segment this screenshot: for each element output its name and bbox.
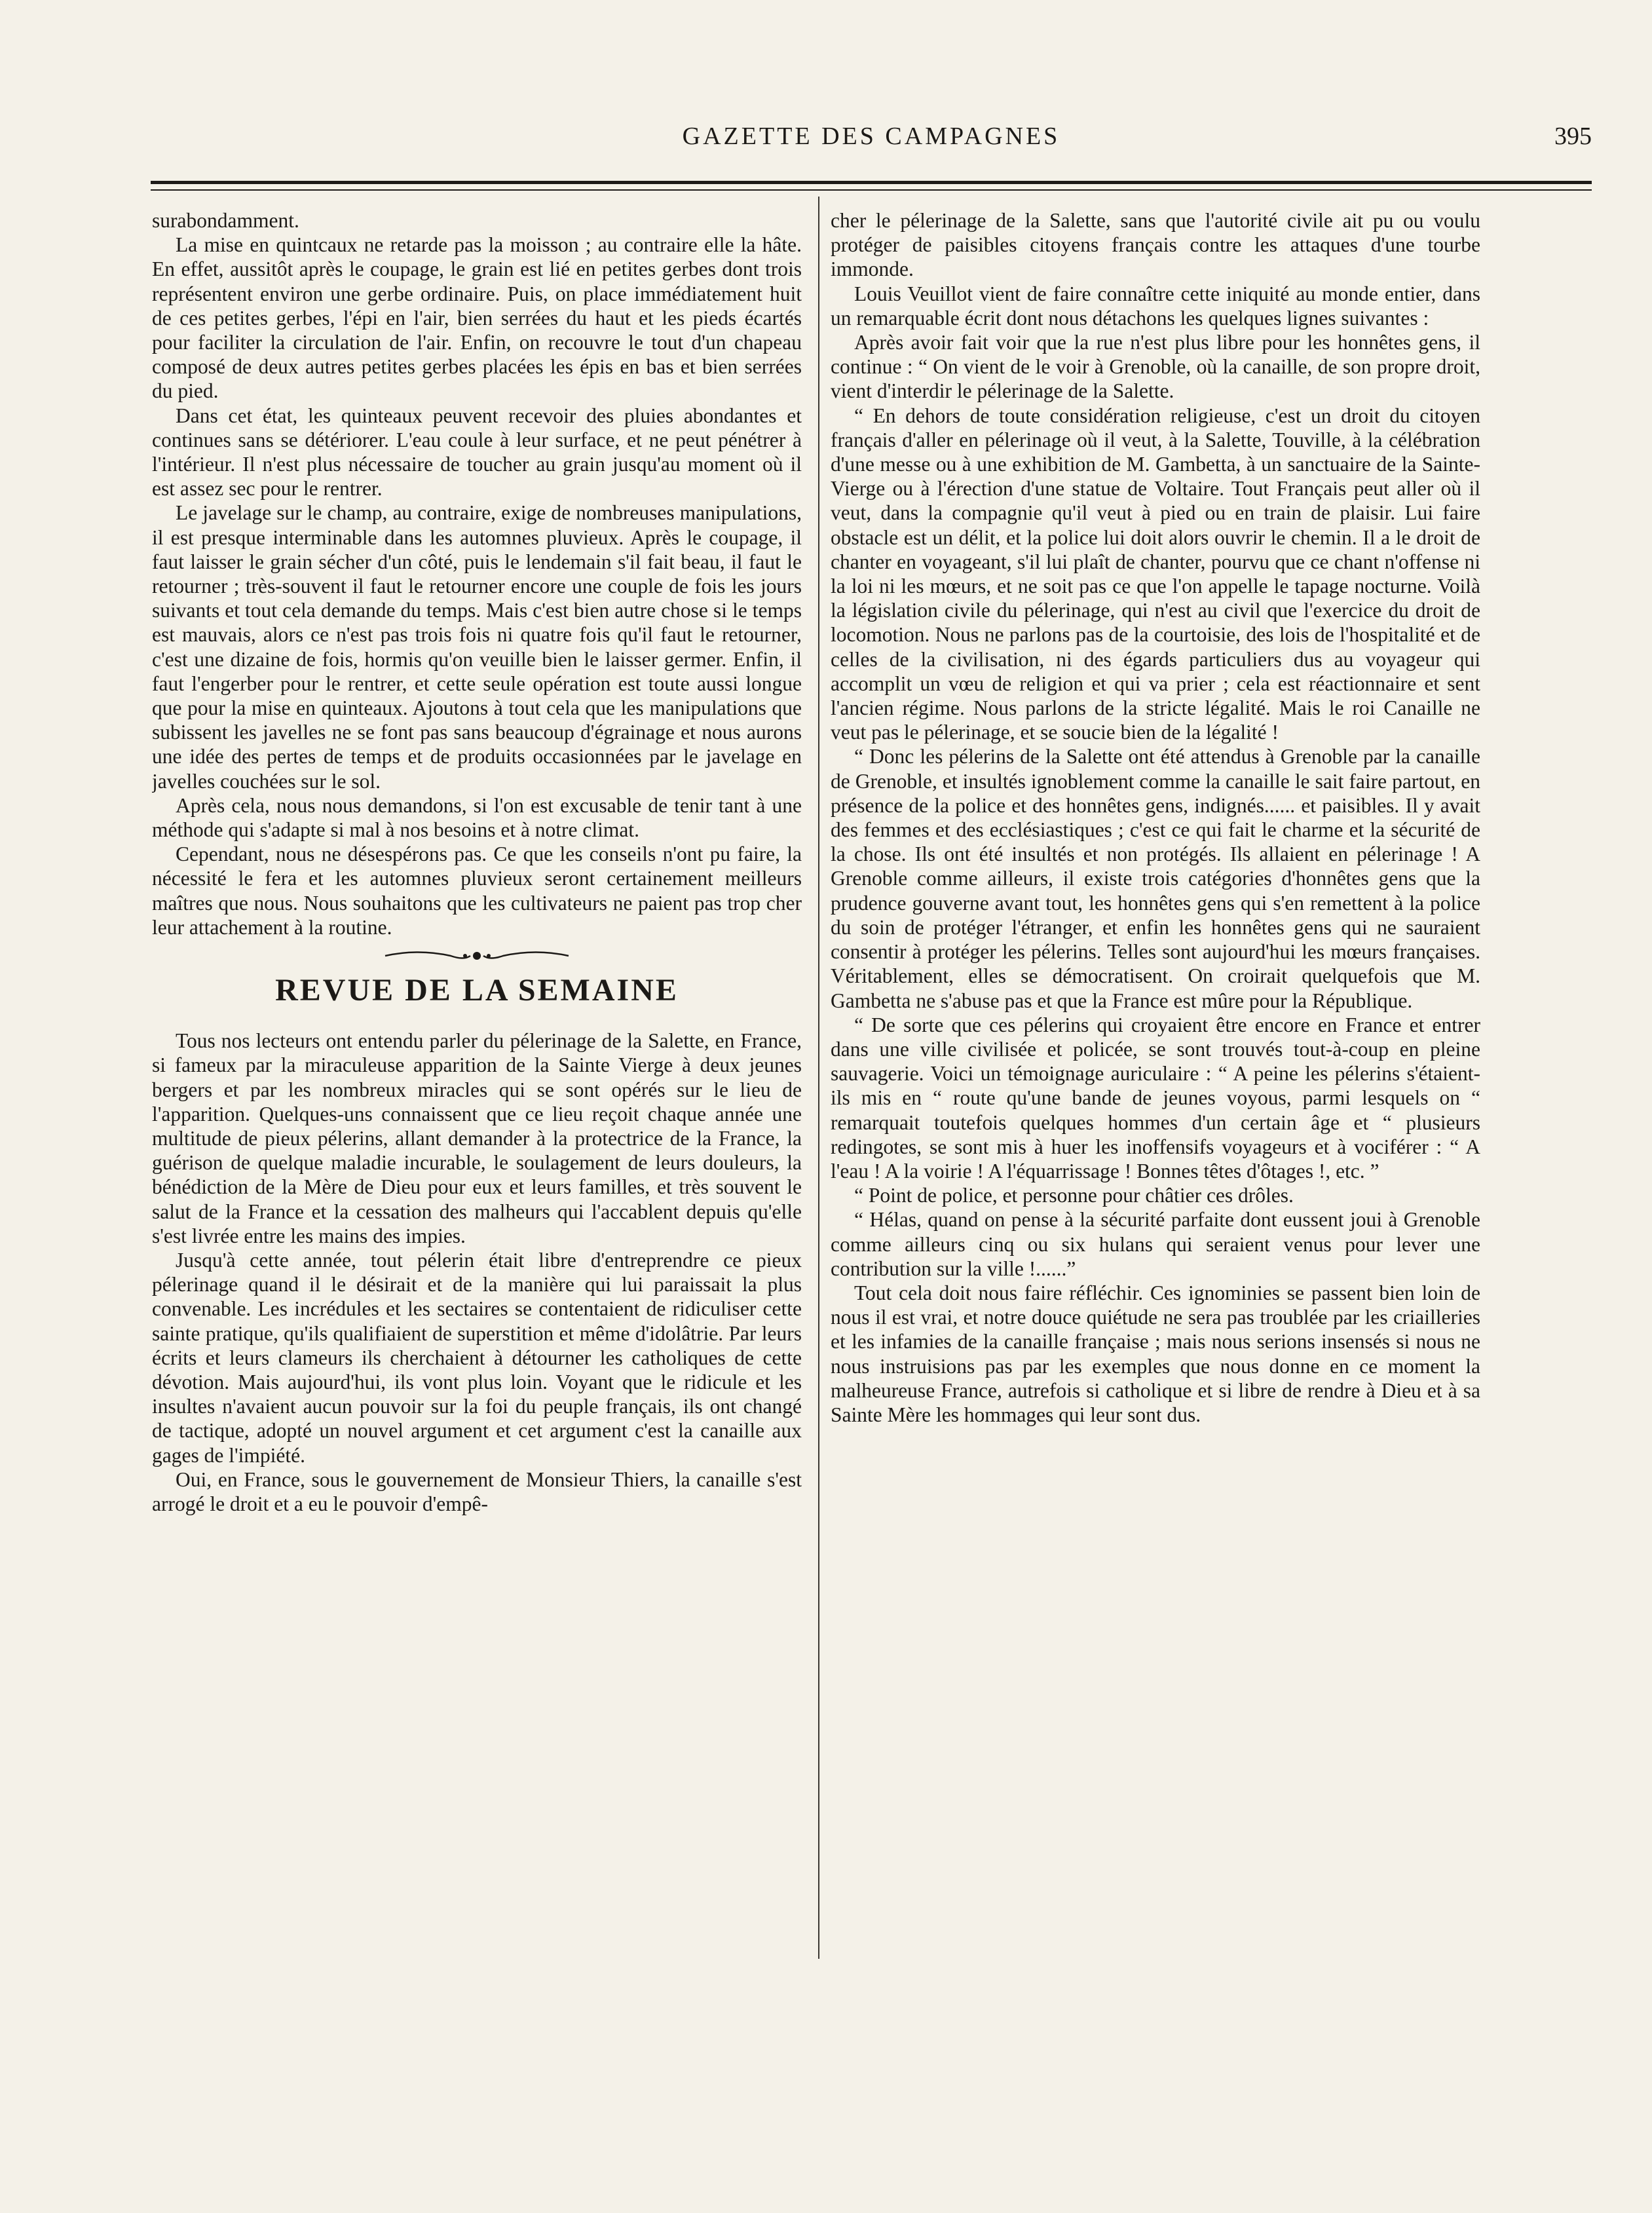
- paragraph: Après avoir fait voir que la rue n'est plus libre pour les honnêtes gens, il continue : “ On vient de le voir à Grenoble, où la canaille, de son propre droit, vient d'interdir le pélerinage de la Salette.: [831, 331, 1480, 403]
- paragraph: “ En dehors de toute considération religieuse, c'est un droit du citoyen français d'aller en pélerinage où il veut, à la Salette, Touville, à la célébration d'une messe ou à une exhibition de M. Gambetta, à un sanctuaire de la Sainte-Vierge ou à l'érection d'une statue de Voltaire. Tout Français peut aller où il veut, dans la compagnie qu'il veut à pied ou en train de plaisir. Lui faire obstacle est un délit, et la police lui doit alors ouvrir le chemin. Il a le droit de chanter en voyageant, s'il lui plaît de chanter, pourvu que ce chant n'offense ni la loi ni les mœurs, et ne soit pas ce que l'on appelle le tapage nocturne. Voilà la législation civile du pélerinage, qui n'est au civil que l'exercice du droit de locomotion. Nous ne parlons pas de la courtoisie, des lois de l'hospitalité et de celles de la civilisation, ni des égards particuliers dus au voyageur qui accomplit un vœu de religion et qui va prier ; cela est réactionnaire et sent l'ancien régime. Nous parlons de la stricte légalité. Mais le roi Canaille ne veut pas le pélerinage, et se soucie bien de la légalité !: [831, 404, 1480, 744]
- paragraph: Tous nos lecteurs ont entendu parler du pélerinage de la Salette, en France, si fameux par la miraculeuse apparition de la Sainte Vierge à deux jeunes bergers et par les nombreux miracles qui se sont opérés sur le lieu de l'apparition. Quelques-uns connaissent que ce lieu reçoit chaque année une multitude de pieux pélerins, allant demander à la protectrice de la France, la guérison de quelque maladie incurable, le soulagement de leurs douleurs, la bénédiction de la Mère de Dieu pour eux et leurs familles, et très souvent le salut de la France et la cessation des malheurs qui l'accablent depuis qu'elle s'est livrée entre les mains des impies.: [152, 1029, 802, 1247]
- header-rule-thick: [151, 181, 1592, 184]
- paragraph: cher le pélerinage de la Salette, sans que l'autorité civile ait pu ou voulu protéger de paisibles citoyens français contre les attaques d'une tourbe immonde.: [831, 209, 1480, 281]
- paragraph: Dans cet état, les quinteaux peuvent recevoir des pluies abondantes et continues sans se détériorer. L'eau coule à leur surface, et ne peut pénétrer à l'intérieur. Il n'est plus nécessaire de toucher au grain jusqu'au moment où il est assez sec pour le rentrer.: [152, 404, 802, 501]
- paragraph: “ Hélas, quand on pense à la sécurité parfaite dont eussent joui à Grenoble comme ailleurs cinq ou six hulans qui seraient venus pour lever une contribution sur la ville !......”: [831, 1208, 1480, 1280]
- paragraph: Après cela, nous nous demandons, si l'on est excusable de tenir tant à une méthode qui s'adapte si mal à nos besoins et à notre climat.: [152, 793, 802, 842]
- header-rule-thin: [151, 189, 1592, 191]
- paragraph: “ Donc les pélerins de la Salette ont été attendus à Grenoble par la canaille de Grenoble, et insultés ignoblement comme la canaille le sait faire partout, en présence de la police et des honnêtes gens, indignés...... et paisibles. Il y avait des femmes et des ecclésiastiques ; c'est ce qui fait le charme et la sécurité de la chose. Ils ont été insultés et non protégés. Ils allaient en pélerinage ! A Grenoble comme ailleurs, il existe trois catégories d'honnêtes gens que la prudence gouverne avant tout, les honnêtes gens qui s'en remettent à la police du soin de protéger l'étranger, et enfin les honnêtes gens qui ne sauraient consentir à protéger les pélerins. Telles sont aujourd'hui les mœurs françaises. Véritablement, elles se démocratisent. On croirait quelquefois que M. Gambetta ne s'abuse pas et que la France est mûre pour la République.: [831, 745, 1480, 1012]
- paragraph: Louis Veuillot vient de faire connaître cette iniquité au monde entier, dans un remarquable écrit dont nous détachons les quelques lignes suivantes :: [831, 282, 1480, 330]
- left-column: [152, 208, 802, 1964]
- page-number: 395: [1554, 123, 1592, 150]
- column-divider: [818, 197, 819, 1959]
- paragraph: Tout cela doit nous faire réfléchir. Ces ignominies se passent bien loin de nous il est vrai, et notre douce quiétude ne sera pas troublée par les criailleries et les infamies de la canaille française ; mais nous serions insensés si nous ne nous instruisions pas par les exemples que nous donne en ce moment la malheureuse France, autrefois si catholique et si libre de rendre à Dieu et à sa Sainte Mère les hommages qui leur sont dus.: [831, 1281, 1480, 1426]
- paragraph: “ Point de police, et personne pour châtier ces drôles.: [854, 1184, 1294, 1207]
- paragraph: surabondamment.: [152, 209, 299, 232]
- paragraph: Le javelage sur le champ, au contraire, exige de nombreuses manipulations, il est presque interminable dans les automnes pluvieux. Après le coupage, il faut laisser le grain sécher d'un côté, puis le lendemain s'il fait beau, il faut le retourner ; très-souvent il faut le retourner encore une couple de fois les jours suivants et tout cela demande du temps. Mais c'est bien autre chose si le temps est mauvais, alors ce n'est pas trois fois ni quatre fois qu'il faut le retourner, c'est une dizaine de fois, hormis qu'on veuille bien le laisser germer. Enfin, il faut l'engerber pour le rentrer, et cette seule opération est toute aussi longue que pour la mise en quinteaux. Ajoutons à tout cela que les manipulations que subissent les javelles ne se font pas sans beaucoup d'égrainage et nous aurons une idée des pertes de temps et de produits occasionnées par le javelage en javelles couchées sur le sol.: [152, 501, 802, 793]
- paragraph: Oui, en France, sous le gouvernement de Monsieur Thiers, la canaille s'est arrogé le droit et a eu le pouvoir d'empê-: [152, 1467, 802, 1515]
- page-header: [151, 122, 1592, 164]
- paragraph: La mise en quintcaux ne retarde pas la moisson ; au contraire elle la hâte. En effet, aussitôt après le coupage, le grain est lié en petites gerbes dont trois représentent environ une gerbe ordinaire. Puis, on place immédiatement huit de ces petites gerbes, l'épi en l'air, bien serrées du haut et les pieds écartés pour faciliter la circulation de l'air. Enfin, on recouvre le tout d'un chapeau composé de deux autres petites gerbes placées les épis en bas et bien serrées du pied.: [152, 233, 802, 403]
- journal-title: GAZETTE DES CAMPAGNES: [682, 123, 1061, 150]
- ornament-divider-icon: [379, 946, 575, 966]
- right-column: [831, 208, 1480, 1964]
- paragraph: Cependant, nous ne désespérons pas. Ce que les conseils n'ont pu faire, la nécessité le fera et les automnes pluvieux seront certainement meilleurs maîtres que nous. Nous souhaitons que les cultivateurs ne paient pas trop cher leur attachement à la routine.: [152, 842, 802, 939]
- paragraph: “ De sorte que ces pélerins qui croyaient être encore en France et entrer dans une ville civilisée et policée, se sont trouvés tout-à-coup en pleine sauvagerie. Voici un témoignage auriculaire : “ A peine les pélerins s'étaient-ils mis en “ route qu'une bande de jeunes voyous, parmi lesquels on “ remarquait toutefois quelques hommes d'un certain âge et “ plusieurs redingotes, se sont mis à huer les inoffensifs voyageurs et à vociférer : “ A l'eau ! A la voirie ! A l'équarrissage ! Bonnes têtes d'ôtages !, etc. ”: [831, 1013, 1480, 1182]
- paragraph: Jusqu'à cette année, tout pélerin était libre d'entreprendre ce pieux pélerinage quand il le désirait et de la manière qui lui paraissait la plus convenable. Les incrédules et les sectaires se contentaient de ridiculiser cette sainte pratique, qu'ils qualifiaient de superstition et même d'idolâtrie. Par leurs écrits et leurs clameurs ils cherchaient à détourner les catholiques de cette dévotion. Mais aujourd'hui, ils vont plus loin. Voyant que le ridicule et les insultes n'avaient aucun pouvoir sur la foi du peuple français, ils ont changé de tactique, adopté un nouvel argument et cet argument c'est la canaille aux gages de l'impiété.: [152, 1248, 802, 1467]
- section-heading: REVUE DE LA SEMAINE: [275, 973, 679, 1008]
